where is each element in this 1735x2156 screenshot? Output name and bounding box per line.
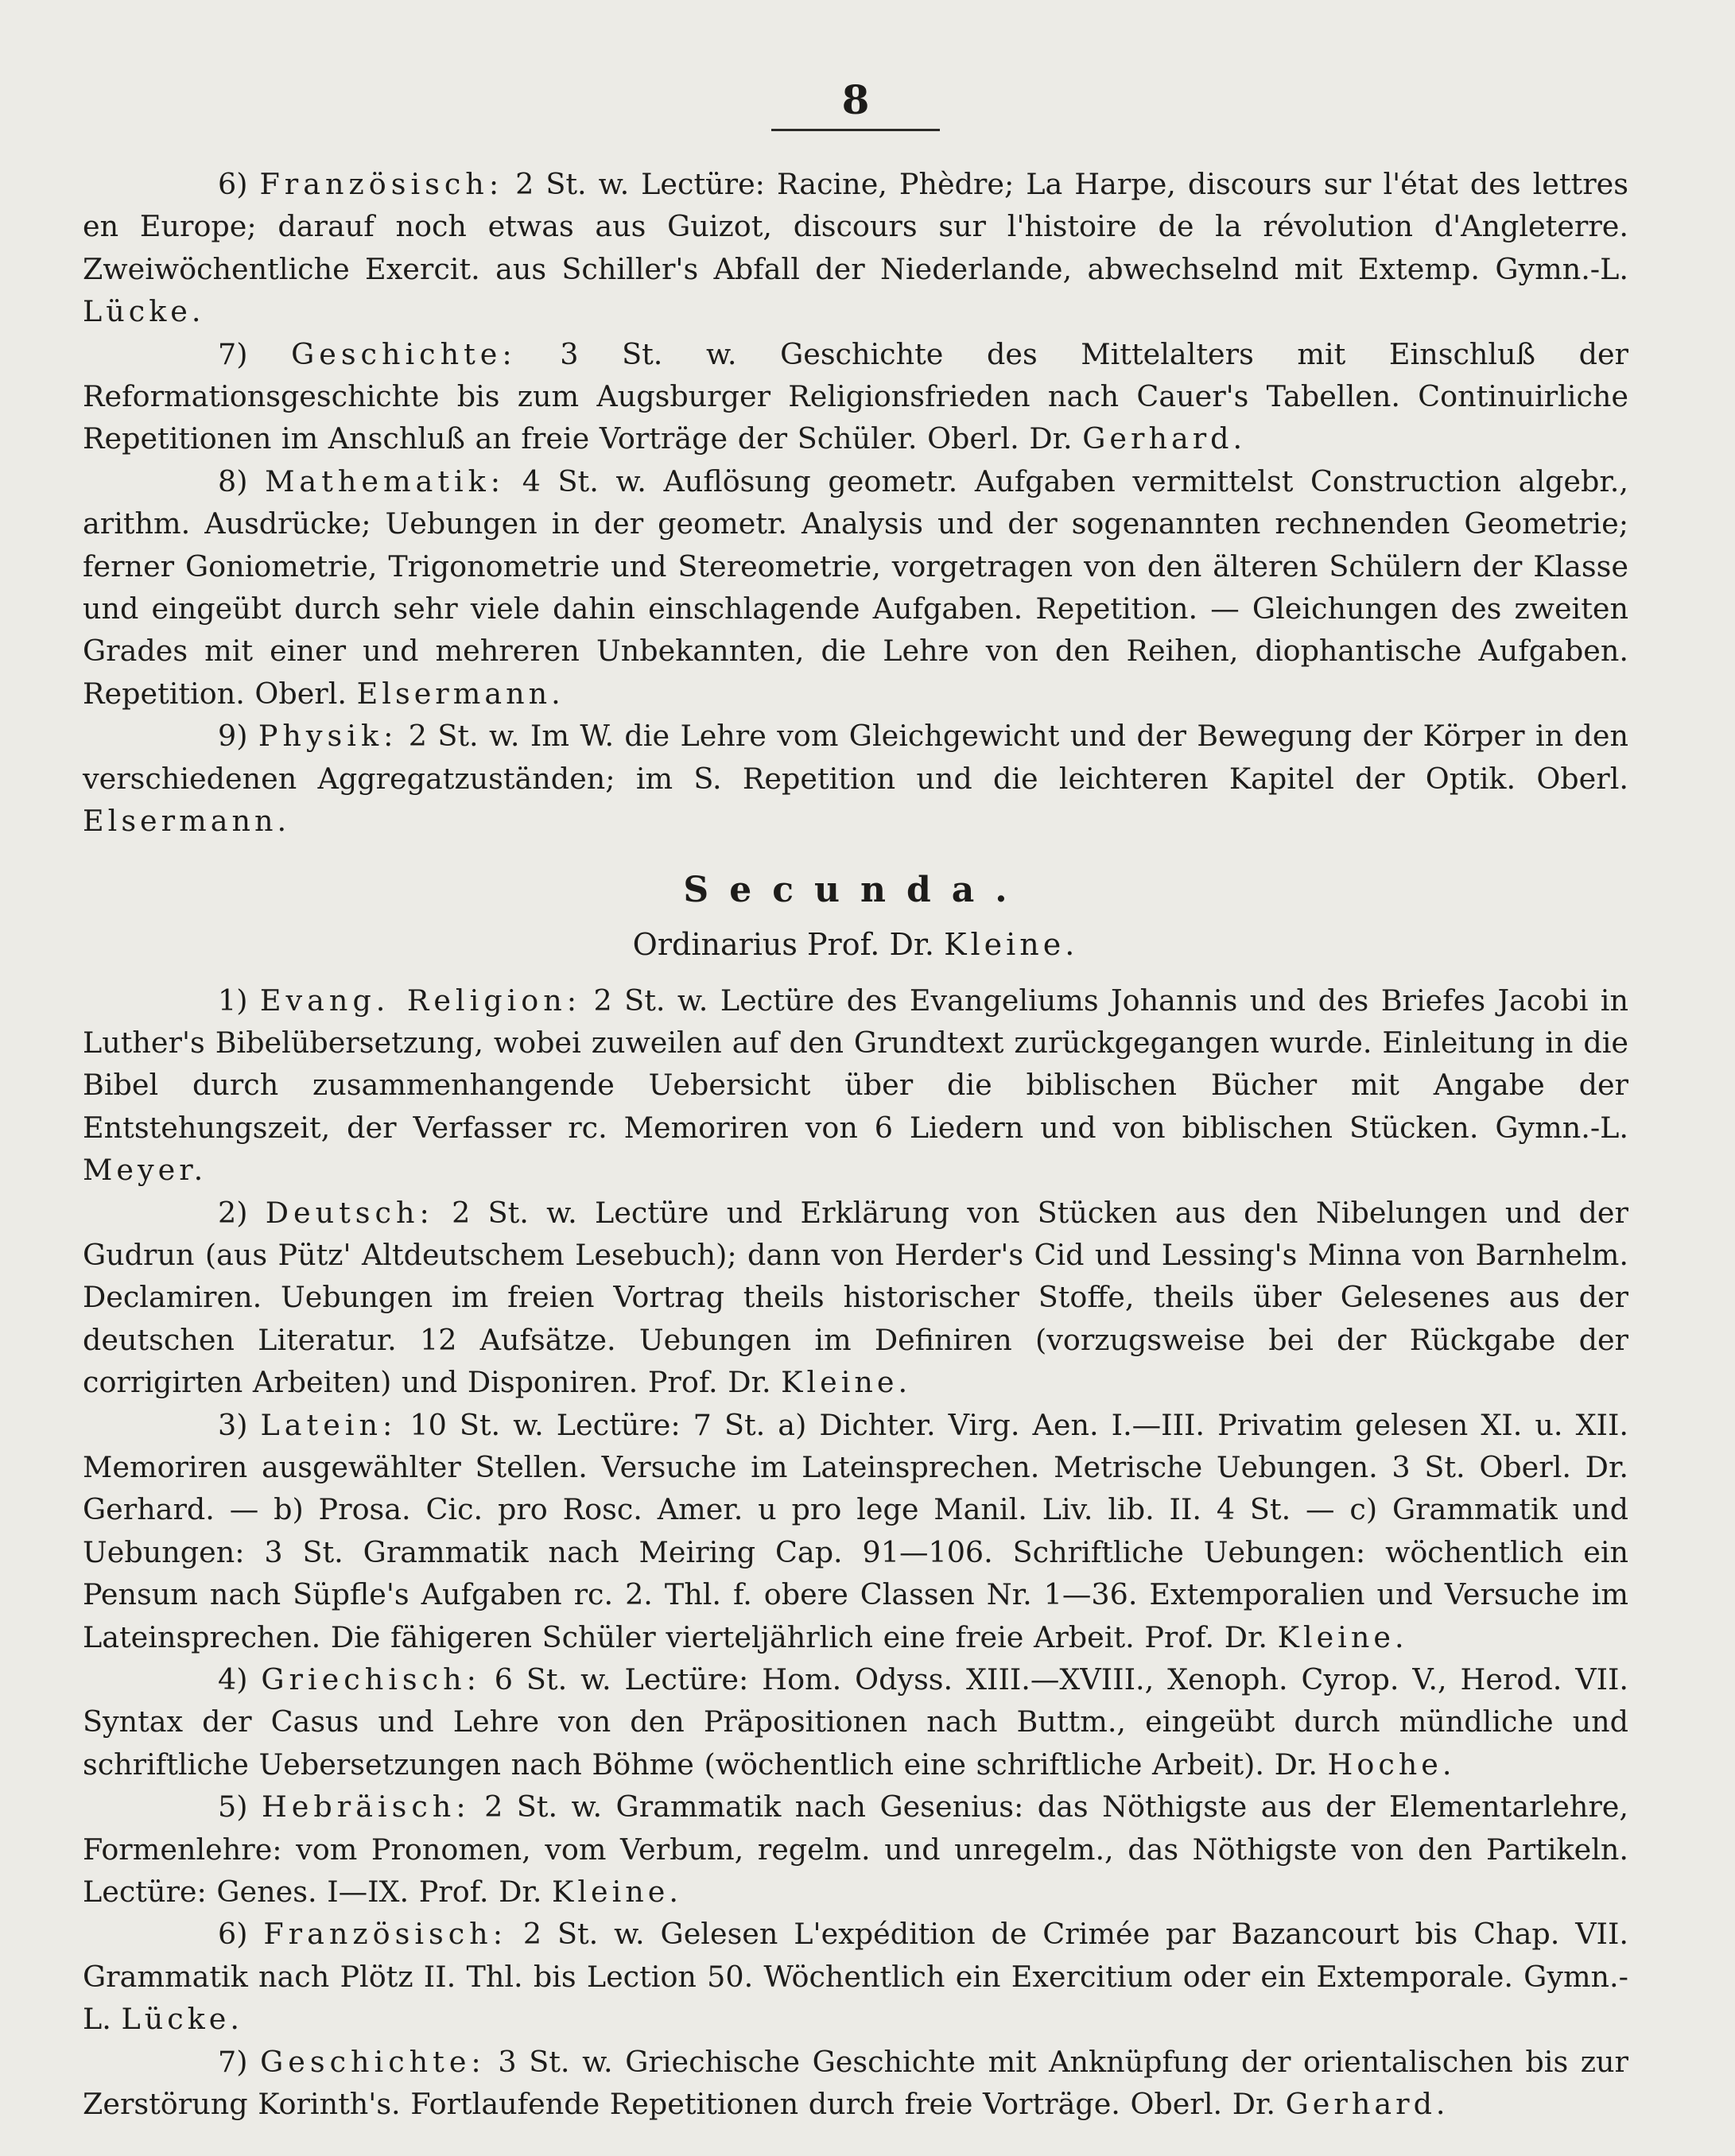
subject-label: Latein: <box>260 1407 398 1442</box>
item-number: 7) <box>218 336 248 371</box>
paragraph-franzoesisch <box>83 163 1628 333</box>
paragraph-griechisch <box>83 1658 1628 1786</box>
item-text: 4 St. w. Auflösung geometr. Aufgaben vermittelst Construction algebr., arithm. Ausdrücke; Uebungen in der geometr. Analysis und der sogenannten rechnenden Geometrie; ferner Goniometrie, Trigonometrie und Stereometrie, vorgetragen von den älteren Schülern der Klasse und eingeübt durch sehr viele dahin einschlagende Aufgaben. Repetition. — Gleichungen des zweiten Grades mit einer und mehreren Unbekannten, die Lehre von den Reihen, diophantische Aufgaben. Repetition. Oberl. <box>83 463 1628 711</box>
item-text: 3 St. w. Geschichte des Mittelalters mit Einschluß der Reformationsgeschichte bis zum Augsburger Religionsfrieden nach Cauer's Tabellen. Continuirliche Repetitionen im Anschluß an freie Vorträge der Schüler. Oberl. Dr. <box>83 336 1628 456</box>
item-text: 2 St. w. Gelesen L'expédition de Crimée par Bazancourt bis Chap. VII. Grammatik nach Plötz II. Thl. bis Lection 50. Wöchentlich ein Exercitium oder ein Extemporale. Gymn.-L. <box>83 1917 1628 2037</box>
subject-label: Physik: <box>258 719 398 754</box>
subject-label: Hebräisch: <box>261 1790 471 1824</box>
teacher-name: Lücke. <box>121 2002 243 2037</box>
subject-label: Französisch: <box>263 1917 507 1952</box>
item-text: 2 St. w. Lectüre: Racine, Phèdre; La Harpe, discours sur l'état des lettres en Europe; darauf noch etwas aus Guizot, discours sur l'histoire de la révolution d'Angleterre. Zweiwöchentliche Exercit. aus Schiller's Abfall der Niederlande, abwechselnd mit Extemp. Gymn.-L. <box>83 167 1628 286</box>
paragraph-geschichte-secunda <box>83 2041 1628 2126</box>
item-text: 3 St. w. Griechische Geschichte mit Anknüpfung der orientalischen bis zur Zerstörung Korinth's. Fortlaufende Repetitionen durch freie Vorträge. Oberl. Dr. <box>83 2044 1628 2122</box>
paragraph-hebraeisch <box>83 1786 1628 1913</box>
item-number: 5) <box>218 1790 248 1824</box>
item-number: 1) <box>218 983 248 1018</box>
item-number: 7) <box>218 2044 248 2079</box>
paragraph-deutsch <box>83 1192 1628 1404</box>
paragraph-geschichte <box>83 333 1628 460</box>
ordinarius-line <box>83 922 1628 967</box>
subject-label: Mathematik: <box>265 463 506 498</box>
item-number: 4) <box>218 1662 248 1696</box>
item-text: 2 St. w. Lectüre des Evangeliums Johannis und des Briefes Jacobi in Luther's Bibelübersetzung, wobei zuweilen auf den Grundtext zurückgegangen wurde. Einleitung in die Bibel durch zusammenhangende Uebersicht über die biblischen Bücher mit Angabe der Entstehungszeit, der Verfasser rc. Memoriren von 6 Liedern und von biblischen Stücken. Gymn.-L. <box>83 983 1628 1145</box>
subject-label: Geschichte: <box>291 336 517 371</box>
teacher-name: Kleine. <box>552 1875 682 1910</box>
teacher-name: Lücke. <box>83 294 205 329</box>
item-text: 2 St. w. Grammatik nach Gesenius: das Nöthigste aus der Elementarlehre, Formenlehre: vom Pronomen, vom Verbum, regelm. und unregelm., das Nöthigste von den Partikeln. Lectüre: Genes. I—IX. Prof. Dr. <box>83 1790 1629 1910</box>
teacher-name: Gerhard. <box>1082 421 1247 456</box>
item-text: 2 St. w. Lectüre und Erklärung von Stücken aus den Nibelungen und der Gudrun (aus Pütz' Altdeutschem Lesebuch); dann von Herder's Cid und Lessing's Minna von Barnhelm. Declamiren. Uebungen im freien Vortrag theils historischer Stoffe, theils über Gelesenes aus der deutschen Literatur. 12 Aufsätze. Uebungen im Definiren (vorzugsweise bei der Rückgabe der corrigirten Arbeiten) und Disponiren. Prof. Dr. <box>83 1195 1628 1400</box>
item-number: 9) <box>218 719 248 754</box>
item-number: 6) <box>218 1917 248 1952</box>
paragraph-physik <box>83 715 1628 842</box>
section-title-secunda: Secunda. <box>683 869 1028 910</box>
item-text: 6 St. w. Lectüre: Hom. Odyss. XIII.—XVIII., Xenoph. Cyrop. V., Herod. VII. Syntax der Casus und Lehre von den Präpositionen nach Buttm., eingeübt durch mündliche und schriftliche Uebersetzungen nach Böhme (wöchentlich eine schriftliche Arbeit). Dr. <box>83 1662 1629 1782</box>
paragraph-mathematik <box>83 460 1628 715</box>
teacher-name: Kleine. <box>781 1365 912 1400</box>
item-number: 8) <box>218 463 248 498</box>
paragraph-latein <box>83 1404 1628 1658</box>
teacher-name: Kleine. <box>1277 1619 1408 1654</box>
page-number: 8 <box>841 76 870 123</box>
subject-label: Französisch: <box>259 167 504 201</box>
paragraph-franzoesisch-secunda <box>83 1913 1628 2040</box>
page-number-rule <box>771 129 940 131</box>
item-text: 10 St. w. Lectüre: 7 St. a) Dichter. Virg. Aen. I.—III. Privatim gelesen XI. u. XII. Memoriren ausgewählter Stellen. Versuche im Lateinsprechen. Metrische Uebungen. 3 St. Oberl. Dr. Gerhard. — b) Prosa. Cic. pro Rosc. Amer. u pro lege Manil. Liv. lib. II. 4 St. — c) Grammatik und Uebungen: 3 St. Grammatik nach Meiring Cap. 91—106. Schriftliche Uebungen: wöchentlich ein Pensum nach Süpfle's Aufgaben rc. 2. Thl. f. obere Classen Nr. 1—36. Extemporalien und Versuche im Lateinsprechen. Die fähigeren Schüler vierteljährlich eine freie Arbeit. Prof. Dr. <box>83 1407 1629 1654</box>
teacher-name: Elsermann. <box>83 804 291 839</box>
teacher-name: Meyer. <box>83 1153 208 1188</box>
item-number: 2) <box>218 1195 248 1230</box>
paragraph-religion <box>83 979 1628 1192</box>
ordinarius-label: Ordinarius Prof. Dr. <box>632 926 934 962</box>
teacher-name: Elsermann. <box>356 676 565 711</box>
item-text: 2 St. w. Im W. die Lehre vom Gleichgewicht und der Bewegung der Körper in den verschiedenen Aggregatzuständen; im S. Repetition und die leichteren Kapitel der Optik. Oberl. <box>83 719 1629 796</box>
ordinarius-name: Kleine. <box>944 926 1079 962</box>
item-number: 6) <box>218 167 248 201</box>
subject-label: Deutsch: <box>265 1195 434 1230</box>
subject-label: Griechisch: <box>261 1662 481 1696</box>
teacher-name: Gerhard. <box>1285 2087 1450 2122</box>
teacher-name: Hoche. <box>1327 1747 1456 1782</box>
subject-label: Geschichte: <box>260 2044 486 2079</box>
item-number: 3) <box>218 1407 248 1442</box>
subject-label: Evang. Religion: <box>259 983 582 1018</box>
